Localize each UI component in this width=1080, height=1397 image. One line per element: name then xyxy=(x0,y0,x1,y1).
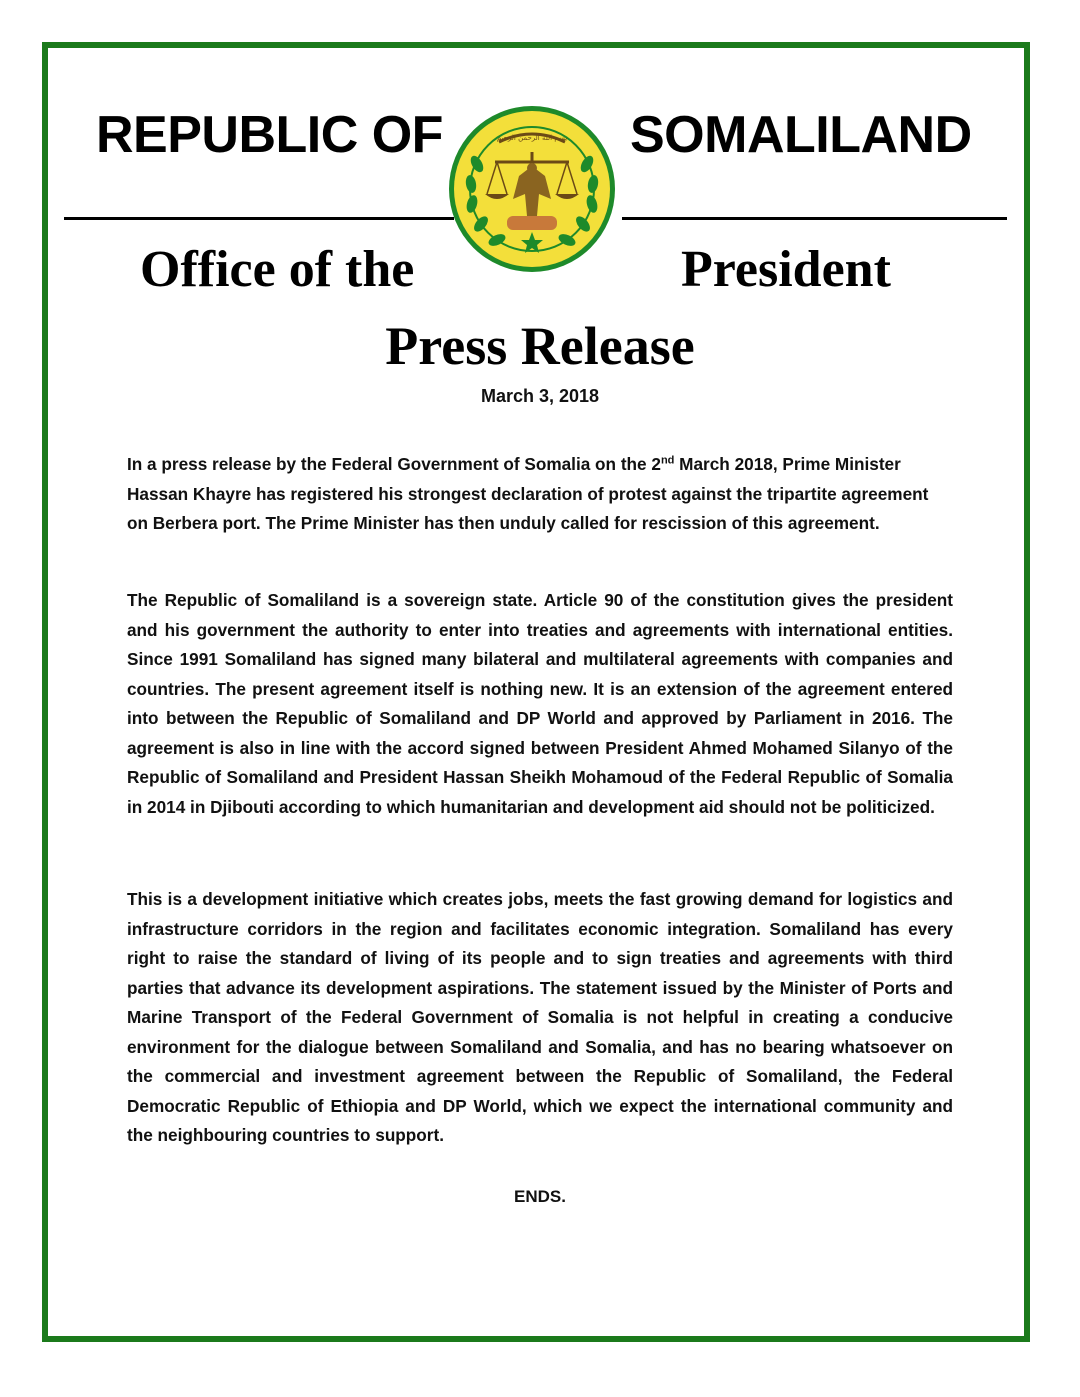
paragraph-1-rest: March 2018, Prime Minister Hassan Khayre has registered his strongest declaration of protest against the tripartite agreement on Berbera port. The Prime Minister has then unduly called for rescission of this agreement. xyxy=(127,454,929,533)
seal-inscription: بسم الله الرحمن الرحيم xyxy=(496,134,568,142)
header-republic-of: REPUBLIC OF xyxy=(96,106,443,164)
president-label: President xyxy=(681,241,891,298)
header-somaliland: SOMALILAND xyxy=(630,106,972,164)
release-date: March 3, 2018 xyxy=(480,386,600,406)
paragraph-3: This is a development initiative which creates jobs, meets the fast growing demand for logistics and infrastructure corridors in the region and facilitates economic integration. Somaliland has every right to raise the standard of living of its people and to sign treaties and agreements with third parties that advance its development aspirations. The statement issued by the Minister of Ports and Marine Transport of the Federal Government of Somalia is not helpful in creating a conducive environment for the dialogue between Somaliland and Somalia, and has no bearing whatsoever on the commercial and investment agreement between the Republic of Somaliland, the Federal Democratic Republic of Ethiopia and DP World, which we expect the international community and the neighbouring countries to support. xyxy=(127,889,953,1145)
office-of-the-label: Office of the xyxy=(140,241,415,298)
paragraph-2: The Republic of Somaliland is a sovereign state. Article 90 of the constitution gives the president and his government the authority to enter into treaties and agreements with international entities. Since 1991 Somaliland has signed many bilateral and multilateral agreements with companies and countries. The present agreement itself is nothing new. It is an extension of the agreement entered into between the Republic of Somaliland and DP World and approved by Parliament in 2016. The agreement is also in line with the accord signed between President Ahmed Mohamed Silanyo of the Republic of Somaliland and President Hassan Sheikh Mohamoud of the Federal Republic of Somalia in 2014 in Djibouti according to which humanitarian and development aid should not be politicized. xyxy=(127,590,953,817)
ordinal-suffix: nd xyxy=(660,454,675,467)
ends-marker: ENDS. xyxy=(514,1187,566,1206)
press-release-title: Press Release xyxy=(385,316,695,376)
header-rule-left xyxy=(64,217,454,220)
paragraph-1 xyxy=(127,450,953,539)
paragraph-1-start: In a press release by the Federal Government of Somalia on the 2 xyxy=(127,454,661,474)
header-rule-right xyxy=(622,217,1007,220)
coat-of-arms-seal-icon xyxy=(447,104,617,274)
